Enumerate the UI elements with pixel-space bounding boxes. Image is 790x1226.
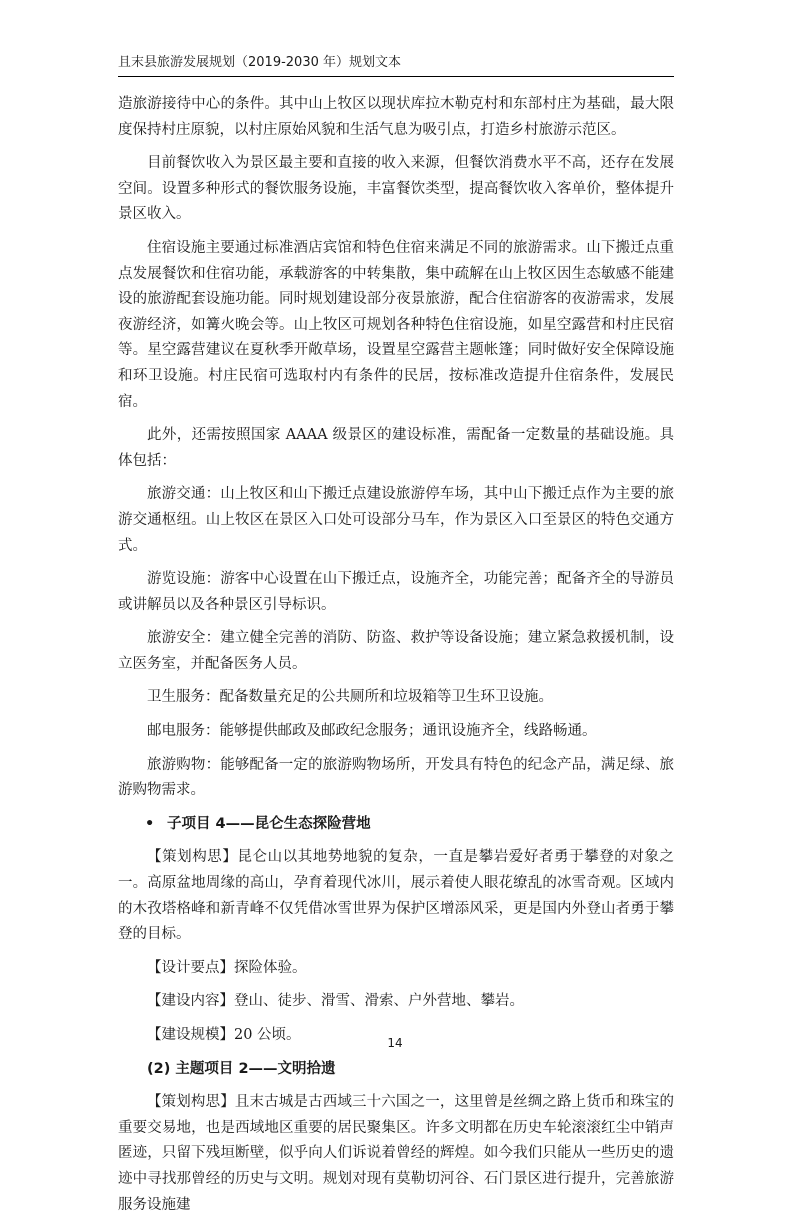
paragraph-postal: 邮电服务：能够提供邮政及邮政纪念服务；通讯设施齐全，线路畅通。 [147,723,597,740]
body-text [118,92,674,1226]
bullet-icon: • [145,815,155,832]
subproject-design-points: 【设计要点】探险体验。 [147,959,307,976]
paragraph-catering: 目前餐饮收入为景区最主要和直接的收入来源，但餐饮消费水平不高，还存在发展空间。设置多种形式的餐饮服务设施，丰富餐饮类型，提高餐饮收入客单价，整体提升景区收入。 [118,155,674,223]
paragraph-lodging: 住宿设施主要通过标准酒店宾馆和特色住宿来满足不同的旅游需求。山下搬迁点重点发展餐饮和住宿功能，承载游客的中转集散，集中疏解在山上牧区因生态敏感不能建设的旅游配套设施功能。同时规划建设部分夜景旅游，配合住宿游客的夜游需求，发展夜游经济，如篝火晚会等。山上牧区可规划各种特色住宿设施，如星空露营和村庄民宿等。星空露营建议在夏秋季开敞草场，设置星空露营主题帐篷；同时做好安全保障设施和环卫设施。村庄民宿可选取村内有条件的民居，按标准改造提升住宿条件，发展民宿。 [118,239,674,410]
paragraph-sightseeing: 游览设施：游客中心设置在山下搬迁点，设施齐全，功能完善；配备齐全的导游员或讲解员以及各种景区引导标识。 [118,571,674,613]
subproject-construction-content: 【建设内容】登山、徒步、滑雪、滑索、户外营地、攀岩。 [147,993,524,1010]
paragraph-continuation: 造旅游接待中心的条件。其中山上牧区以现状库拉木勒克村和东部村庄为基础，最大限度保持村庄原貌，以村庄原始风貌和生活气息为吸引点，打造乡村旅游示范区。 [118,96,674,138]
paragraph-aaaa-standard: 此外，还需按照国家 AAAA 级景区的建设标准，需配备一定数量的基础设施。具体包括： [118,427,674,469]
theme-project-concept: 【策划构思】且末古城是古西域三十六国之一，这里曾是丝绸之路上货币和珠宝的重要交易地，也是西域地区重要的居民聚集区。许多文明都在历史车轮滚滚红尘中销声匿迹，只留下残垣断壁，似乎向人们诉说着曾经的辉煌。如今我们只能从一些历史的遗迹中寻找那曾经的历史与文明。规划对现有莫勒切河谷、石门景区进行提升，完善旅游服务设施建 [118,1094,674,1213]
subproject-concept: 【策划构思】昆仑山以其地势地貌的复杂，一直是攀岩爱好者勇于攀登的对象之一。高原盆地周缘的高山，孕育着现代冰川，展示着使人眼花缭乱的冰雪奇观。区域内的木孜塔格峰和新青峰不仅凭借冰雪世界为保护区增添风采，更是国内外登山者勇于攀登的目标。 [118,849,674,943]
theme-project-heading: (2) 主题项目 2——文明拾遗 [147,1060,336,1077]
subproject-title: 子项目 4——昆仑生态探险营地 [167,815,371,832]
running-header: 且末县旅游发展规划（2019-2030 年）规划文本 [118,54,674,77]
paragraph-safety: 旅游安全：建立健全完善的消防、防盗、救护等设备设施；建立紧急救援机制，设立医务室，并配备医务人员。 [118,630,674,672]
paragraph-sanitation: 卫生服务：配备数量充足的公共厕所和垃圾箱等卫生环卫设施。 [147,689,553,706]
subproject-construction-scale: 【建设规模】20 公顷。 [147,1027,301,1043]
paragraph-shopping: 旅游购物：能够配备一定的旅游购物场所，开发具有特色的纪念产品，满足绿、旅游购物需求。 [118,756,674,799]
subproject-heading [118,812,674,838]
paragraph-transport: 旅游交通：山上牧区和山下搬迁点建设旅游停车场，其中山下搬迁点作为主要的旅游交通枢纽。山上牧区在景区入口处可设部分马车，作为景区入口至景区的特色交通方式。 [118,486,674,554]
page-number: 14 [387,1036,403,1050]
